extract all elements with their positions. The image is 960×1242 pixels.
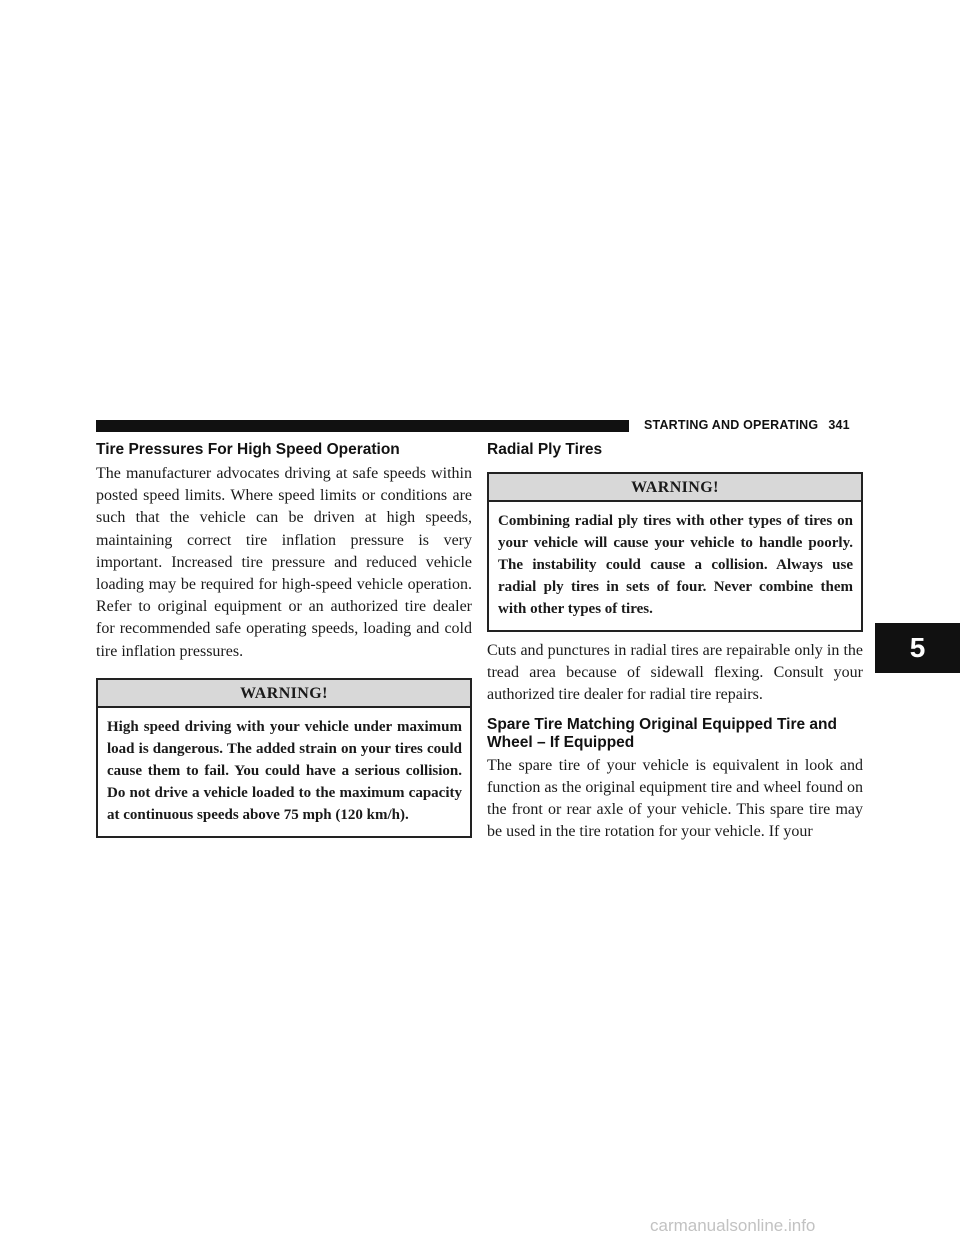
paragraph-radial-repairs: Cuts and punctures in radial tires are repairable only in the tread area because of sidewall flexing. Consult your authorized tire dealer for radial tire repairs. — [487, 642, 863, 704]
running-header — [644, 418, 850, 432]
warning-box-radial — [487, 472, 863, 632]
section-heading-high-speed: Tire Pressures For High Speed Operation — [96, 441, 400, 458]
warning-box-high-speed — [96, 678, 472, 838]
section-tab: 5 — [875, 623, 960, 673]
right-column — [487, 441, 863, 843]
warning-text: High speed driving with your vehicle under maximum load is dangerous. The added strain on your tires could cause them to fail. You could have a serious collision. Do not drive a vehicle loaded to the maximum capacity at continuous speeds above 75 mph (120 km/h). — [107, 718, 462, 823]
warning-title: WARNING! — [489, 474, 861, 502]
watermark: carmanualsonline.info — [650, 1216, 816, 1235]
running-header-title: STARTING AND OPERATING — [644, 418, 819, 432]
section-heading-radial: Radial Ply Tires — [487, 441, 603, 458]
header-rule — [96, 420, 629, 432]
paragraph-high-speed: The manufacturer advocates driving at safe speeds within posted speed limits. Where speed limits or conditions are such that the vehicle can be driven at high speeds, maintaining correct tire inflation pressure is very important. Increased tire pressure and reduced vehicle loading may be required for high-speed vehicle operation. Refer to original equipment or an authorized tire dealer for recommended safe operating speeds, loading and cold tire inflation pressures. — [96, 465, 472, 660]
left-column — [96, 441, 472, 838]
warning-title: WARNING! — [98, 680, 470, 708]
warning-text: Combining radial ply tires with other types of tires on your vehicle will cause your vehicle to handle poorly. The instability could cause a collision. Always use radial ply tires in sets of four. Never combine them with other types of tires. — [498, 513, 853, 617]
paragraph-spare-tire: The spare tire of your vehicle is equivalent in look and function as the original equipment tire and wheel found on the front or rear axle of your vehicle. This spare tire may be used in the tire rotation for your vehicle. If your — [487, 756, 863, 841]
section-heading-spare-tire: Spare Tire Matching Original Equipped Tire and Wheel – If Equipped — [487, 715, 837, 751]
page-number: 341 — [828, 418, 850, 432]
